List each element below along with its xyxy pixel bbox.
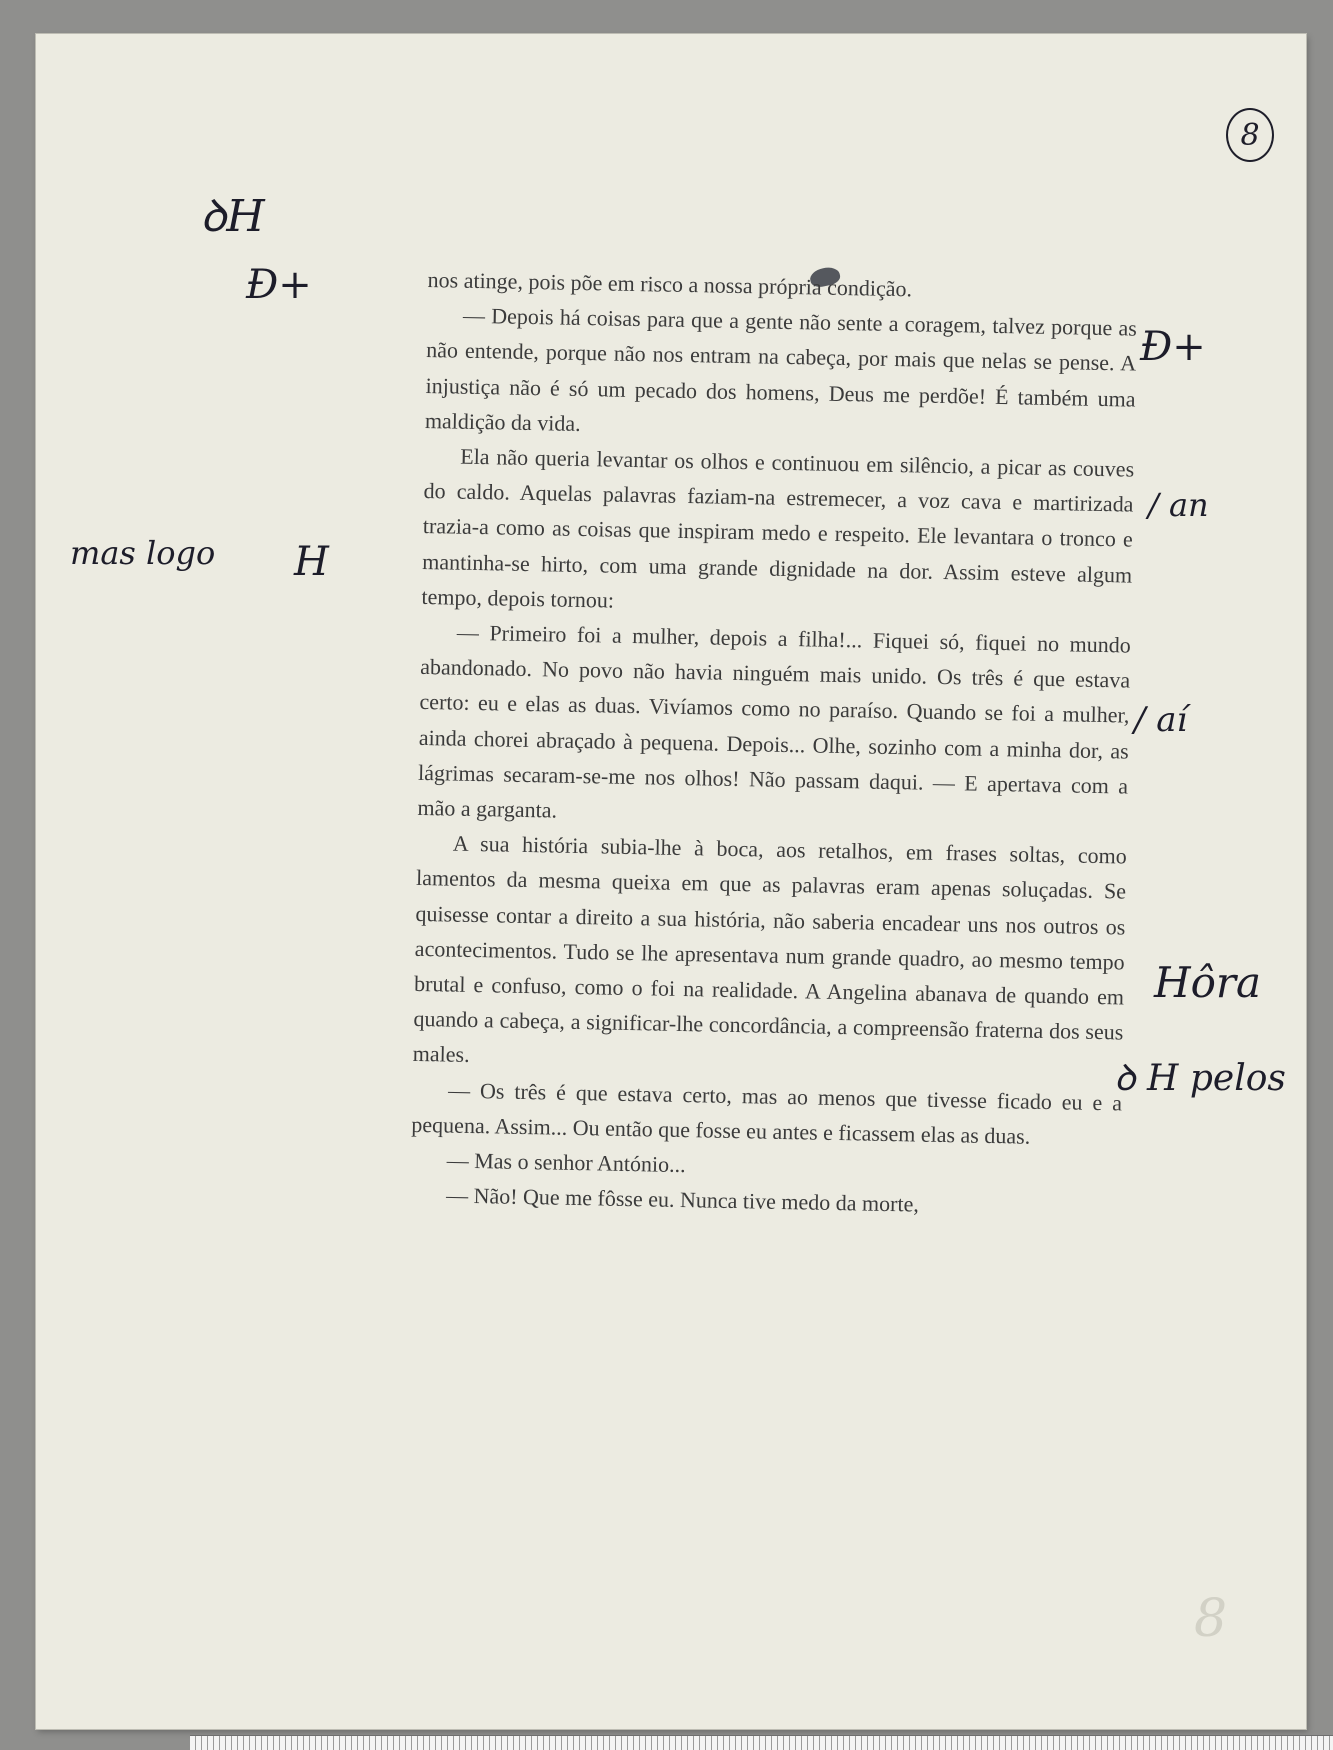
margin-note: / aí: [1134, 700, 1188, 740]
margin-note: mas logo: [70, 534, 216, 572]
margin-note: H: [294, 539, 329, 585]
scale-ruler: [190, 1735, 1333, 1750]
pencil-page-number: 8: [1194, 1589, 1228, 1649]
page-number-circle: [1226, 108, 1274, 162]
margin-note: Ɖ+: [246, 262, 312, 308]
paragraph: nos atinge, pois põe em risco a nossa própria condição.: [427, 266, 913, 302]
paragraph: Ela não queria levantar os olhos e continuou em silêncio, a picar as couves do caldo. Aquelas palavras faziam-na estremecer, a voz cava e martirizada trazia-a como as coisas que inspiram medo e respeito. Ele levantara o tronco e mantinha-se hirto, com uma grande dignidade na dor. Assim esteve algum tempo, depois tornou:: [421, 443, 1135, 613]
margin-note: Ɖ+: [1140, 324, 1206, 370]
margin-note: ꝺH: [200, 191, 265, 242]
page-number: 8: [1240, 117, 1260, 153]
paragraph: A sua história subia-lhe à boca, aos retalhos, em frases soltas, como lamentos da mesma queixa em que as palavras eram apenas soluçadas. Se quisesse contar a direito a sua história, não saberia encadear uns nos outros os acontecimentos. Tudo se lhe apresentava num grande quadro, ao mesmo tempo brutal e confuso, como o foi na realidade. A Angelina abanava de quando em quando a cabeça, a significar-lhe concordância, a compreensão fraterna dos seus males.: [412, 830, 1127, 1068]
margin-note: ꝺ H pelos: [1114, 1058, 1286, 1099]
paragraph: — Primeiro foi a mulher, depois a filha!... Fiquei só, fiquei no mundo abandonado. No povo não havia ninguém mais unido. Os três é que estava certo: eu e elas as duas. Vivíamos como no paraíso. Quando se foi a mulher, ainda chorei abraçado à pequena. Depois... Olhe, sozinho com a minha dor, as lágrimas secaram-se-me nos olhos! Não passam daqui. — E apertava com a mão a garganta.: [417, 619, 1132, 823]
margin-note: Hôra: [1154, 958, 1262, 1007]
paragraph: — Mas o senhor António...: [446, 1147, 686, 1178]
typed-text: [410, 262, 1138, 1226]
paragraph: — Depois há coisas para que a gente não sente a coragem, talvez porque as não entende, porque não nos entram na cabeça, por mais que nelas se pense. A injustiça não é só um pecado dos homens, Deus me perdõe! É também uma maldição da vida.: [424, 302, 1138, 436]
margin-note: / an: [1148, 486, 1209, 524]
document-page: [36, 34, 1306, 1729]
paragraph: — Os três é que estava certo, mas ao menos que tivesse ficado eu e a pequena. Assim... Ou então que fosse eu antes e ficassem elas as duas.: [411, 1077, 1123, 1149]
paragraph: — Não! Que me fôsse eu. Nunca tive medo da morte,: [445, 1182, 920, 1217]
